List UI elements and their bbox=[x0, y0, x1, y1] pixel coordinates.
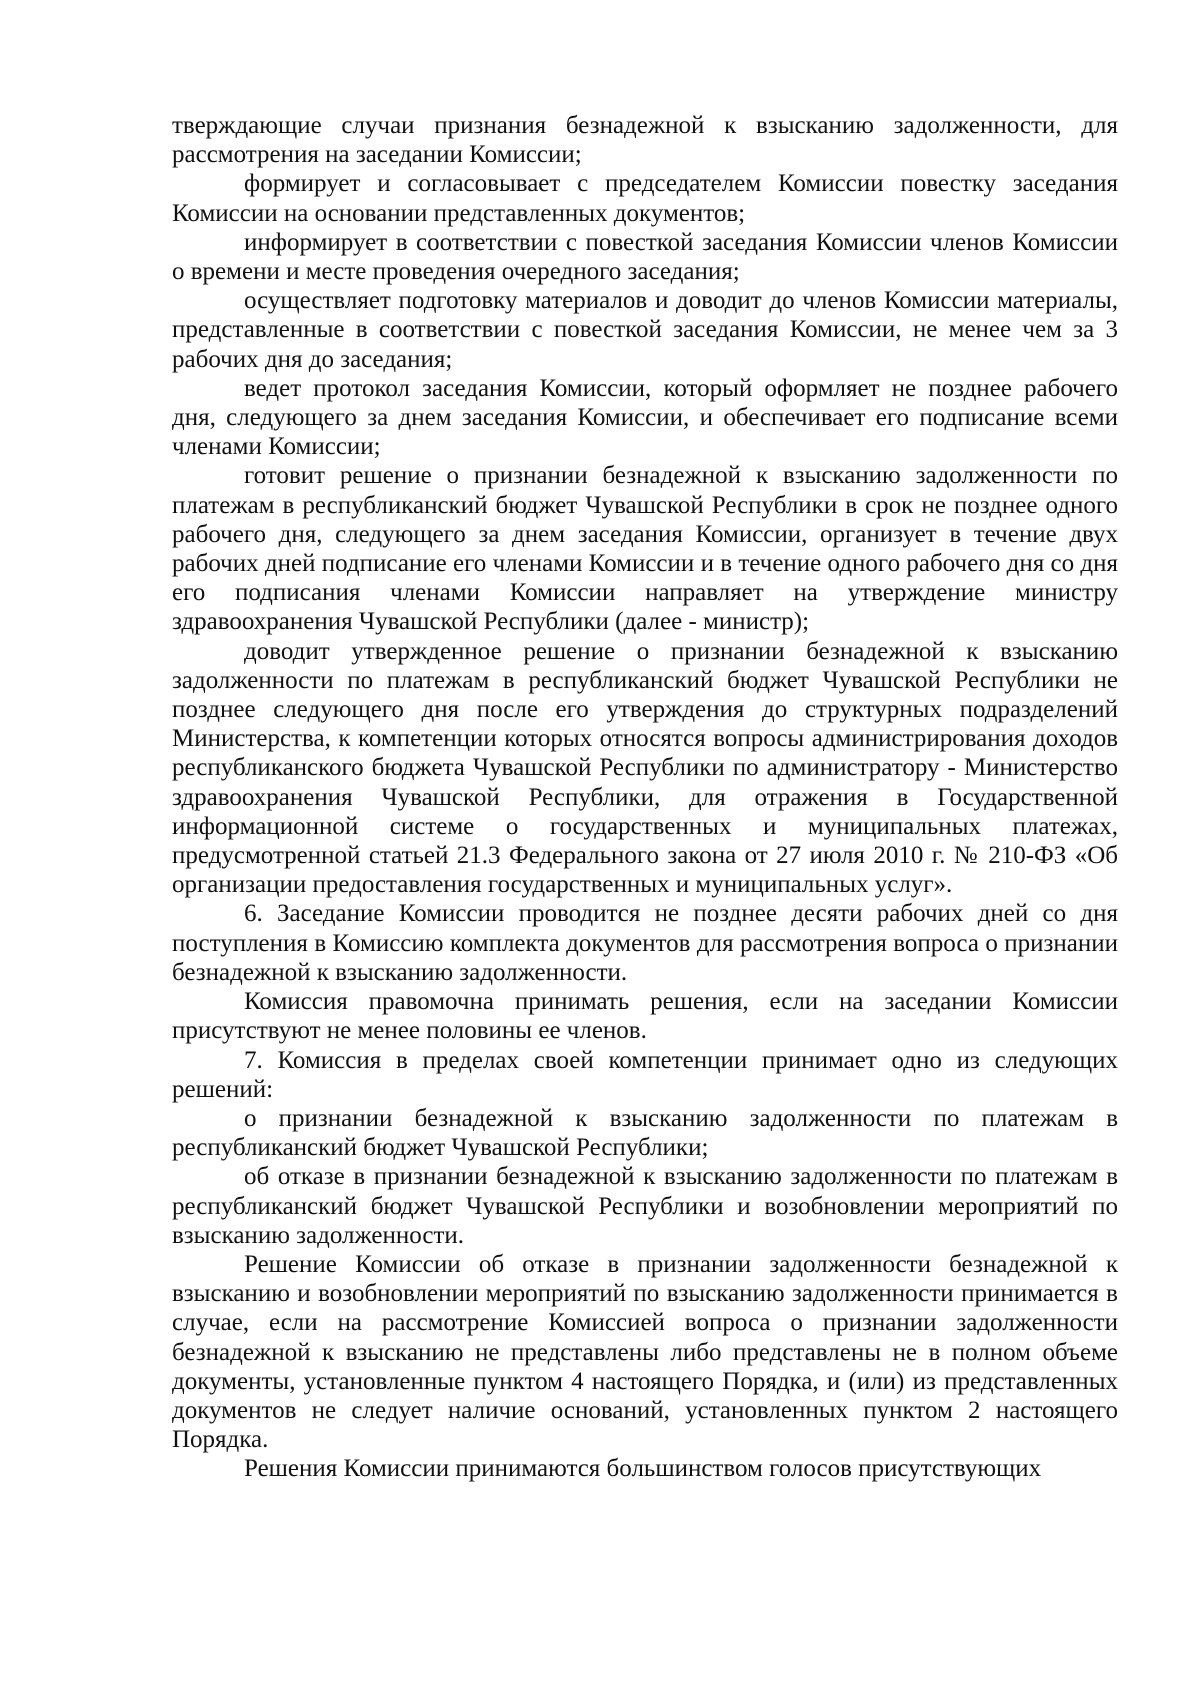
paragraph-majority-vote: Решения Комиссии принимаются большинством голосов присутствующих bbox=[244, 1455, 1042, 1483]
paragraph-item-6: 6. Заседание Комиссии проводится не позднее десяти рабочих дней со дня поступления в Комиссию комплекта документов для рассмотрения вопроса о признании безнадежной к взысканию задолженности. bbox=[172, 900, 1118, 986]
paragraph-item-7: 7. Комиссия в пределах своей компетенции принимает одно из следующих решений: bbox=[172, 1046, 1118, 1103]
paragraph-inform-members: информирует в соответствии с повесткой заседания Комиссии членов Комиссии о времени и месте проведения очередного заседания; bbox=[172, 228, 1118, 286]
paragraph-deliver-decision: доводит утвержденное решение о признании безнадежной к взысканию задолженности по платежам в республиканский бюджет Чувашской Республики не позднее следующего дня после его утверждения до структурных подразделений Министерства, к компетенции которых относятся вопросы администрирования доходов республиканского бюджета Чувашской Республики по администратору - Министерство здравоохранения Чувашской Республики, для отражения в Государственной информационной системе о государственных и муниципальных платежах, предусмотренной статьей 21.3 Федерального закона от 27 июля 2010 г. № 210-ФЗ «Об организации предоставления государственных и муниципальных услуг». bbox=[172, 637, 1118, 899]
document-page bbox=[172, 111, 1118, 1484]
paragraph-refusal-conditions: Решение Комиссии об отказе в признании задолженности безнадежной к взысканию и возобновлении мероприятий по взысканию задолженности принимается в случае, если на рассмотрение Комиссией вопроса о признании задолженности безнадежной к взысканию не представлены либо представлены не в полном объеме документы, установленные пунктом 4 настоящего Порядка, и (или) из представленных документов не следует наличие оснований, установленных пунктом 2 настоящего Порядка. bbox=[172, 1250, 1118, 1454]
paragraph-quorum: Комиссия правомочна принимать решения, если на заседании Комиссии присутствуют не менее половины ее членов. bbox=[172, 988, 1118, 1045]
paragraph-continuation: тверждающие случаи признания безнадежной к взысканию задолженности, для рассмотрения на заседании Комиссии; bbox=[172, 112, 1118, 169]
paragraph-prepare-decision: готовит решение о признании безнадежной к взысканию задолженности по платежам в республиканский бюджет Чувашской Республики в срок не позднее одного рабочего дня, следующего за днем заседания Комиссии, организует в течение двух рабочих дней подписание его членами Комиссии и в течение одного рабочего дня со дня его подписания членами Комиссии направляет на утверждение министру здравоохранения Чувашской Республики (далее - министр); bbox=[172, 462, 1118, 636]
paragraph-protocol: ведет протокол заседания Комиссии, который оформляет не позднее рабочего дня, следующего за днем заседания Комиссии, и обеспечивает его подписание всеми членами Комиссии; bbox=[172, 374, 1118, 461]
paragraph-materials: осуществляет подготовку материалов и доводит до членов Комиссии материалы, представленные в соответствии с повесткой заседания Комиссии, не менее чем за 3 рабочих дня до заседания; bbox=[172, 287, 1118, 373]
paragraph-agenda: формирует и согласовывает с председателем Комиссии повестку заседания Комиссии на основании представленных документов; bbox=[172, 170, 1118, 227]
paragraph-decision-refuse: об отказе в признании безнадежной к взысканию задолженности по платежам в республиканский бюджет Чувашской Республики и возобновлении мероприятий по взысканию задолженности. bbox=[172, 1163, 1118, 1249]
paragraph-decision-recognize: о признании безнадежной к взысканию задолженности по платежам в республиканский бюджет Чувашской Республики; bbox=[172, 1104, 1118, 1162]
